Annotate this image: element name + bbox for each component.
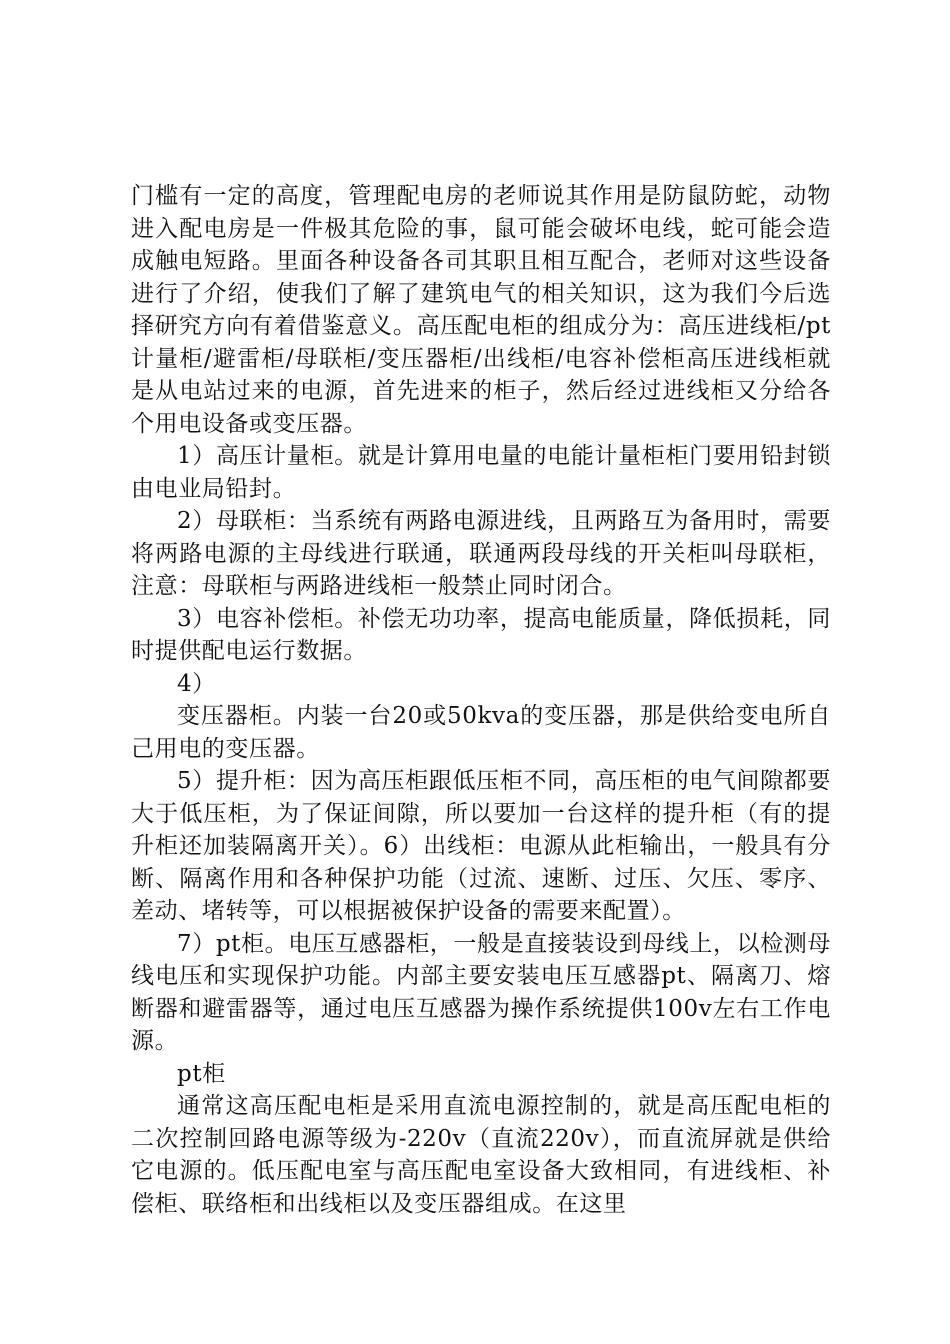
paragraph-transformer-cabinet: 变压器柜。内装一台20或50kva的变压器，那是供给变电所自己用电的变压器。	[131, 703, 831, 762]
paragraph-pt-cabinet: 7）pt柜。电压互感器柜，一般是直接装设到母线上，以检测母线电压和实现保护功能。内部主要安装电压互感器pt、隔离刀、熔断器和避雷器等，通过电压互感器为操作系统提供100v左右工作电源。	[131, 930, 831, 1054]
paragraph-capacitor-cabinet: 3）电容补偿柜。补偿无功功率，提高电能质量，降低损耗，同时提供配电运行数据。	[131, 605, 831, 664]
paragraph-lifting-and-outgoing-cabinet: 5）提升柜：因为高压柜跟低压柜不同，高压柜的电气间隙都要大于低压柜，为了保证间隙，所以要加一台这样的提升柜（有的提升柜还加装隔离开关）。6）出线柜：电源从此柜输出，一般具有分断、隔离作用和各种保护功能（过流、速断、过压、欠压、零序、差动、堵转等，可以根据被保护设备的需要来配置）。	[131, 768, 831, 924]
document-body	[131, 180, 831, 1220]
paragraph-item-4-number: 4）	[177, 670, 216, 697]
paragraph-bus-tie-cabinet: 2）母联柜：当系统有两路电源进线，且两路互为备用时，需要将两路电源的主母线进行联通，联通两段母线的开关柜叫母联柜，注意：母联柜与两路进线柜一般禁止同时闭合。	[131, 508, 831, 599]
paragraph-pt-label: pt柜	[177, 1060, 226, 1087]
paragraph-dc-control: 通常这高压配电柜是采用直流电源控制的，就是高压配电柜的二次控制回路电源等级为-220v（直流220v），而直流屏就是供给它电源的。低压配电室与高压配电室设备大致相同，有进线柜、补偿柜、联络柜和出线柜以及变压器组成。在这里	[131, 1093, 831, 1217]
paragraph-intro: 门槛有一定的高度，管理配电房的老师说其作用是防鼠防蛇，动物进入配电房是一件极其危险的事，鼠可能会破坏电线，蛇可能会造成触电短路。里面各种设备各司其职且相互配合，老师对这些设备进行了介绍，使我们了解了建筑电气的相关知识，这为我们今后选择研究方向有着借鉴意义。高压配电柜的组成分为：高压进线柜/pt计量柜/避雷柜/母联柜/变压器柜/出线柜/电容补偿柜高压进线柜就是从电站过来的电源，首先进来的柜子，然后经过进线柜又分给各个用电设备或变压器。	[131, 183, 831, 437]
paragraph-metering-cabinet: 1）高压计量柜。就是计算用电量的电能计量柜柜门要用铅封锁由电业局铅封。	[131, 443, 831, 502]
